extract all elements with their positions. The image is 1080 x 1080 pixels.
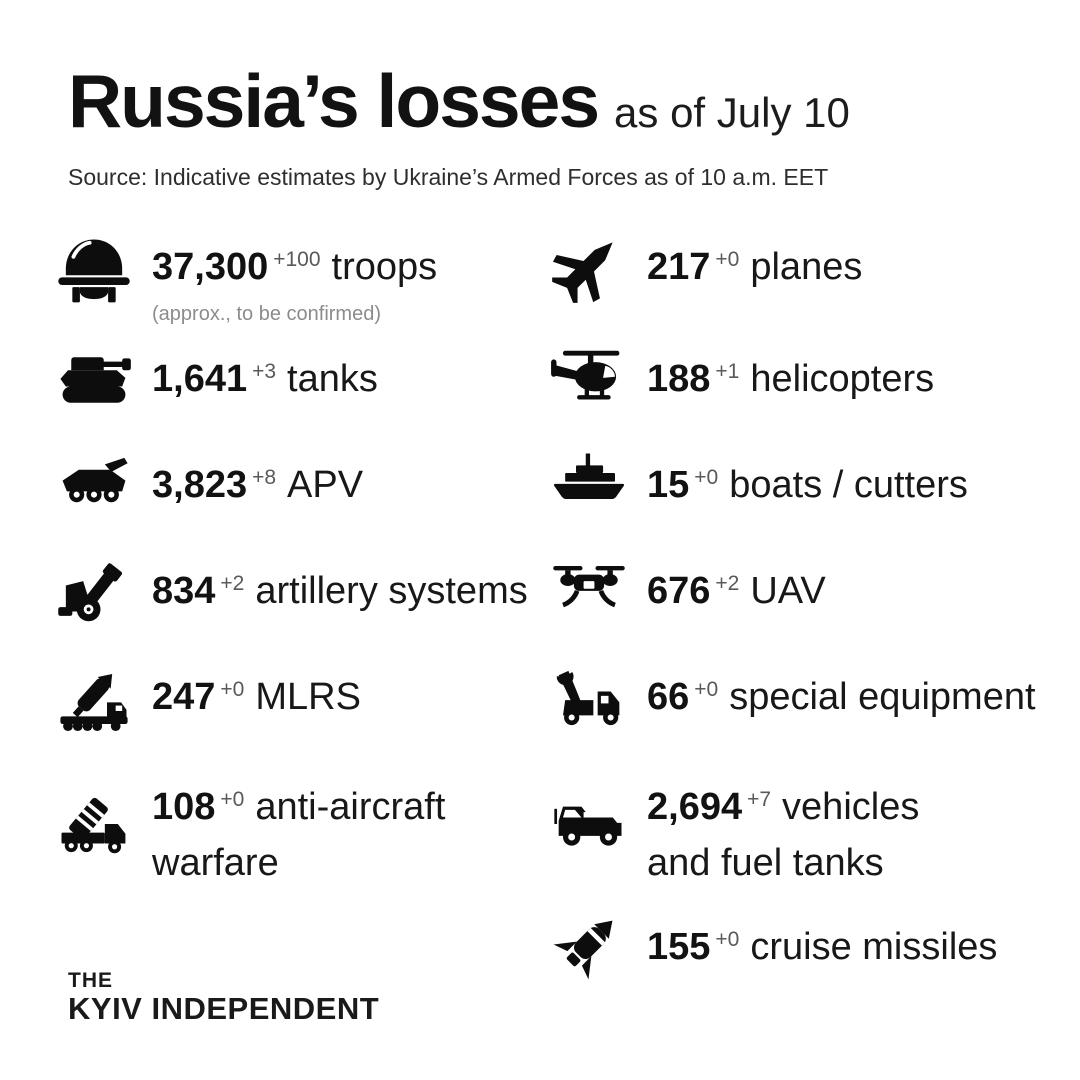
stat-delta: +100 <box>273 248 321 271</box>
anti-aircraft-icon <box>55 783 152 863</box>
stat-line <box>647 783 1045 839</box>
stat-value: 37,300 <box>152 246 269 288</box>
stat-row-boats <box>550 449 1045 555</box>
stat-label: boats / cutters <box>729 464 968 506</box>
stat-value: 188 <box>647 358 711 400</box>
fighter-jet-icon <box>550 243 647 305</box>
page-title: Russia’s losses <box>68 59 599 143</box>
stat-label: planes <box>750 246 863 288</box>
stat-row-uav <box>550 555 1045 661</box>
stat-delta: +1 <box>715 360 740 383</box>
stat-label: special equipment <box>729 676 1036 718</box>
stat-label-line2: and fuel tanks <box>647 842 884 884</box>
mlrs-icon <box>55 673 152 737</box>
stat-line <box>152 461 550 517</box>
stat-value: 3,823 <box>152 464 248 506</box>
stat-line <box>647 243 1045 299</box>
stat-label: anti-aircraft <box>255 786 446 828</box>
stat-value: 66 <box>647 676 690 718</box>
stat-row-tanks <box>55 343 550 449</box>
page-subtitle: as of July 10 <box>614 89 850 136</box>
stat-value: 834 <box>152 570 216 612</box>
stat-note: (approx., to be confirmed) <box>152 303 381 325</box>
stat-label: MLRS <box>255 676 361 718</box>
stat-label: vehicles <box>782 786 920 828</box>
stat-label-line2: warfare <box>152 842 279 884</box>
stat-delta: +0 <box>220 678 245 701</box>
boat-icon <box>550 461 647 525</box>
stat-delta: +0 <box>694 678 719 701</box>
stat-value: 1,641 <box>152 358 248 400</box>
stat-line <box>152 355 550 411</box>
stat-delta: +0 <box>220 788 245 811</box>
helmet-icon <box>55 243 152 311</box>
stat-delta: +0 <box>715 248 740 271</box>
stat-value: 15 <box>647 464 690 506</box>
cruise-missile-icon <box>550 923 647 983</box>
drone-icon <box>550 567 647 631</box>
stat-line <box>152 673 550 729</box>
stat-row-mlrs <box>55 661 550 771</box>
stat-row-special-equipment <box>550 661 1045 771</box>
stat-value: 247 <box>152 676 216 718</box>
stat-label: artillery systems <box>255 570 528 612</box>
stat-line <box>152 567 550 623</box>
stat-line <box>152 243 550 299</box>
stat-row-vehicles <box>550 771 1045 911</box>
stat-value: 108 <box>152 786 216 828</box>
crane-truck-icon <box>550 673 647 737</box>
stat-row-apv <box>55 449 550 555</box>
stat-line <box>647 461 1045 517</box>
stat-delta: +3 <box>252 360 277 383</box>
stat-label: troops <box>331 246 438 288</box>
stat-delta: +0 <box>715 928 740 951</box>
stat-value: 676 <box>647 570 711 612</box>
stat-row-planes <box>550 225 1045 343</box>
logo-the: THE <box>68 969 113 992</box>
kyiv-independent-logo <box>68 970 379 1027</box>
stat-delta: +2 <box>220 572 245 595</box>
stat-delta: +0 <box>694 466 719 489</box>
stat-label: helicopters <box>750 358 935 400</box>
stat-delta: +2 <box>715 572 740 595</box>
stat-delta: +7 <box>747 788 772 811</box>
artillery-icon <box>55 567 152 631</box>
stat-line <box>152 783 550 839</box>
apv-icon <box>55 461 152 525</box>
stat-row-troops <box>55 225 550 343</box>
stat-value: 155 <box>647 926 711 968</box>
stat-value: 2,694 <box>647 786 743 828</box>
stat-label: UAV <box>750 570 826 612</box>
tank-icon <box>55 355 152 419</box>
stat-row-helicopters <box>550 343 1045 449</box>
stat-line <box>647 673 1045 729</box>
stat-row-cruise-missiles <box>550 911 1045 1003</box>
stat-line <box>647 923 1045 979</box>
stats-grid <box>55 225 1045 1003</box>
stat-value: 217 <box>647 246 711 288</box>
jeep-icon <box>550 783 647 863</box>
stat-label: cruise missiles <box>750 926 998 968</box>
source-note: Source: Indicative estimates by Ukraine’s Armed Forces as of 10 a.m. EET <box>68 164 829 190</box>
header <box>68 58 850 191</box>
stat-label: tanks <box>287 358 378 400</box>
title-line <box>68 58 850 144</box>
stat-label: APV <box>287 464 364 506</box>
stat-line <box>647 355 1045 411</box>
helicopter-icon <box>550 355 647 419</box>
stat-row-anti-aircraft <box>55 771 550 911</box>
stat-line <box>647 567 1045 623</box>
stat-row-artillery <box>55 555 550 661</box>
stat-delta: +8 <box>252 466 277 489</box>
logo-wordmark: KYIV INDEPENDENT <box>68 991 380 1026</box>
